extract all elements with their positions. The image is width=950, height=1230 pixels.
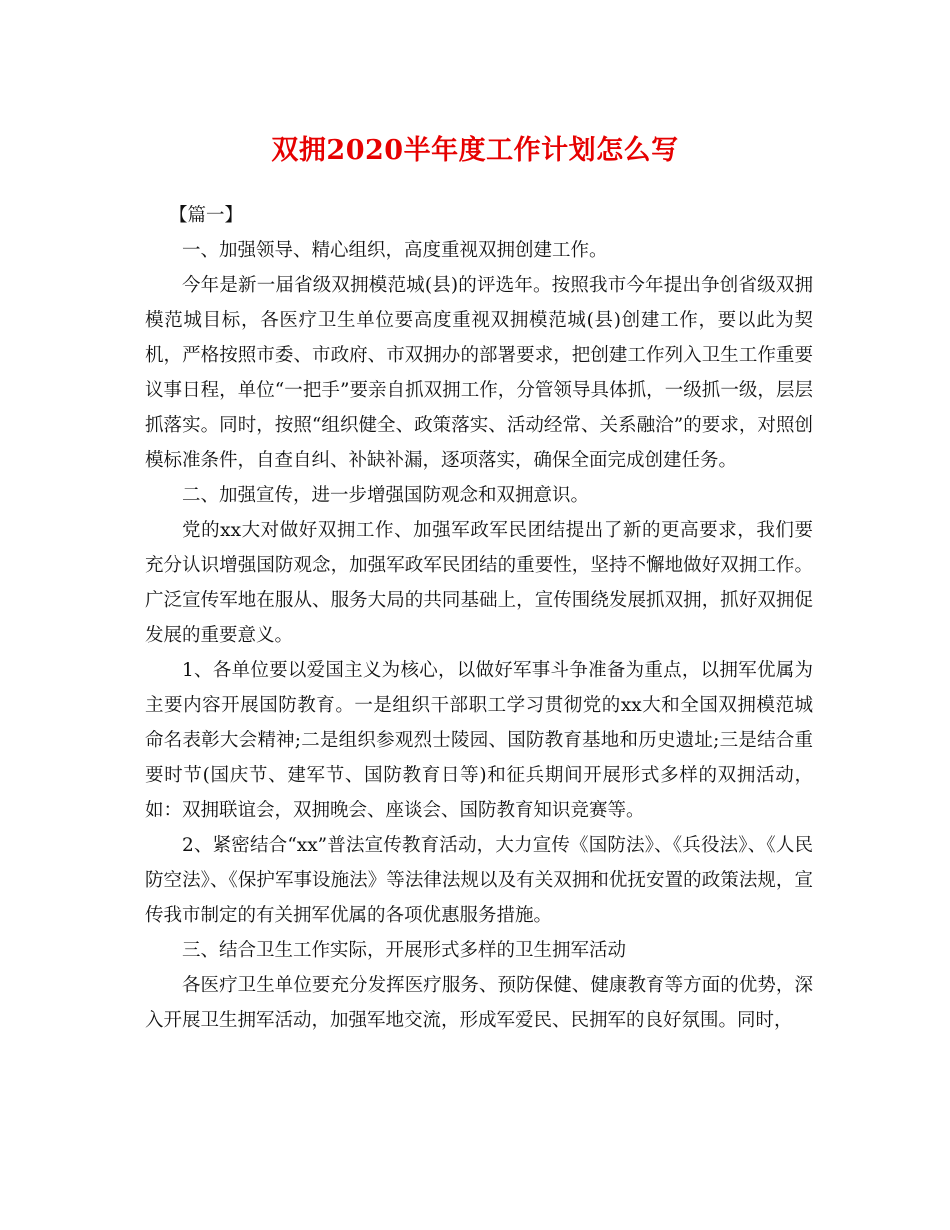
paragraph-item-one: 1、各单位要以爱国主义为核心，以做好军事斗争准备为重点，以拥军优属为主要内容开展国防教育。一是组织干部职工学习贯彻党的xx大和全国双拥模范城命名表彰大会精神;二是组织参观烈士陵园、国防教育基地和历史遗址;三是结合重要时节(国庆节、建军节、国防教育日等)和征兵期间开展形式多样的双拥活动，如：双拥联谊会，双拥晚会、座谈会、国防教育知识竞赛等。	[145, 660, 813, 821]
paragraph-section-one: 今年是新一届省级双拥模范城(县)的评选年。按照我市今年提出争创省级双拥模范城目标，各医疗卫生单位要高度重视双拥模范城(县)创建工作，要以此为契机，严格按照市委、市政府、市双拥办的部署要求，把创建工作列入卫生工作重要议事日程，单位“一把手”要亲自抓双拥工作，分管领导具体抓，一级抓一级，层层抓落实。同时，按照“组织健全、政策落实、活动经常、关系融洽”的要求，对照创模标准条件，自查自纠、补缺补漏，逐项落实，确保全面完成创建任务。	[145, 275, 813, 471]
heading-section-two: 二、加强宣传，进一步增强国防观念和双拥意识。	[182, 485, 590, 506]
document-title: 双拥2020半年度工作计划怎么写	[271, 135, 679, 166]
document-body	[145, 198, 813, 1038]
paragraph-item-two: 2、紧密结合“xx”普法宣传教育活动，大力宣传《国防法》、《兵役法》、《人民防空法》、《保护军事设施法》等法律法规以及有关双拥和优抚安置的政策法规，宣传我市制定的有关拥军优属的各项优惠服务措施。	[145, 835, 813, 926]
paragraph-section-three: 各医疗卫生单位要充分发挥医疗服务、预防保健、健康教育等方面的优势，深入开展卫生拥军活动，加强军地交流，形成军爱民、民拥军的良好氛围。同时，	[145, 975, 813, 1031]
section-tag-part-one: 【篇一】	[169, 205, 244, 226]
heading-section-three: 三、结合卫生工作实际，开展形式多样的卫生拥军活动	[182, 940, 627, 961]
paragraph-section-two: 党的xx大对做好双拥工作、加强军政军民团结提出了新的更高要求，我们要充分认识增强国防观念，加强军政军民团结的重要性，坚持不懈地做好双拥工作。广泛宣传军地在服从、服务大局的共同基础上，宣传围绕发展抓双拥，抓好双拥促发展的重要意义。	[145, 520, 813, 646]
heading-section-one: 一、加强领导、精心组织，高度重视双拥创建工作。	[182, 240, 608, 261]
